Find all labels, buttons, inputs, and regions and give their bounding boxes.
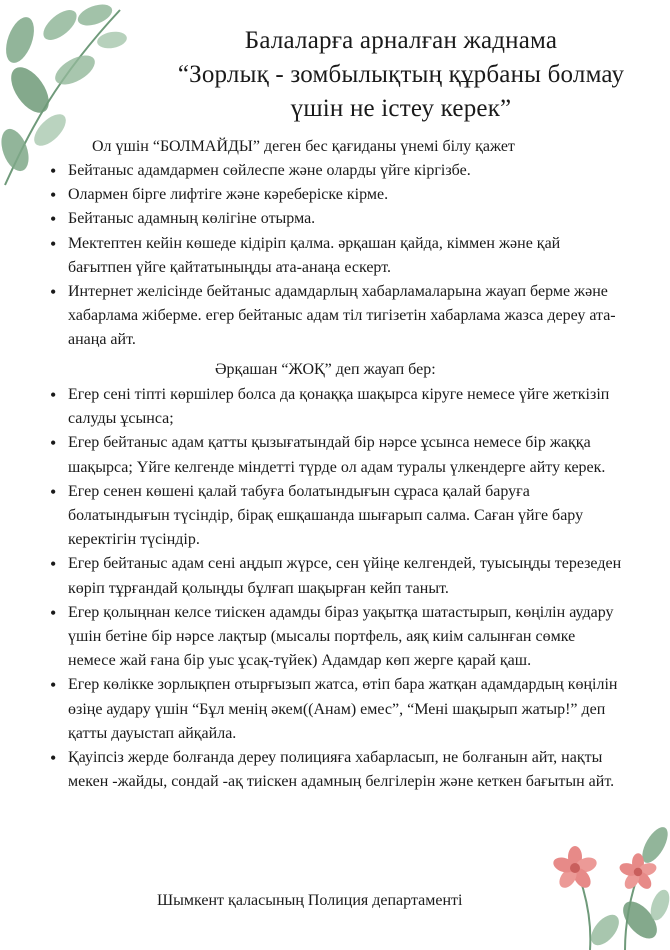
rules-list xyxy=(50,159,625,353)
situation-item: • Егер бейтаныс адам сені аңдып жүрсе, сен үйіңе келгендей, туысыңды терезеден көріп тұрғандай қолыңды бұлғап шақырған кейп таныт. xyxy=(50,552,625,600)
situation-item: • Егер сенен көшені қалай табуға болатындығын сұраса қалай баруға болатындығын түсіндір, бірақ ешқашанда шығарып салма. Саған үйге бару керектігін түсіндір. xyxy=(50,480,625,553)
rule-item: • Олармен бірге лифтіге және кәреберіске кірме. xyxy=(50,183,625,207)
situations-list xyxy=(50,383,625,794)
title-line-3: үшін не істеу керек” xyxy=(290,95,512,122)
intro-text: Ол үшін “БОЛМАЙДЫ” деген бес қағиданы үнемі білу қажет xyxy=(92,138,515,155)
rule-item: • Бейтаныс адамдармен сөйлеспе және оларды үйге кіргізбе. xyxy=(50,159,625,183)
situation-item: • Қауіпсіз жерде болғанда дереу полицияға хабарласып, не болғанын айт, нақты мекен -жайды, сондай -ақ тиіскен адамның белгілерін және кеткен бағытын айт. xyxy=(50,746,625,794)
rule-item: • Бейтаныс адамның көлігіне отырма. xyxy=(50,207,625,231)
memo-title xyxy=(150,24,652,126)
rule-item: • Интернет желісінде бейтаныс адамдарлың хабарламаларына жауап берме және хабарлама жіберме. егер бейтаныс адам тіл тигізетін хабарлама жазса дереу ата-анаңа айт. xyxy=(50,280,625,353)
situation-item: • Егер бейтаныс адам қатты қызығатындай бір нәрсе ұсынса немесе бір жаққа шақырса; Үйге келгенде міндетті түрде ол адам туралы үлкендерге айту керек. xyxy=(50,431,625,479)
flower-decoration xyxy=(530,810,670,950)
title-line-1: Балаларға арналған жаднама xyxy=(244,27,558,54)
situation-item: • Егер қолыңнан келсе тиіскен адамды біраз уақытқа шатастырып, көңілін аудару үшін бетіне бір нәрсе лақтыр (мысалы портфель, аяқ киім салынған сөмке немесе жай ғана бір уыс ұсақ-түйек) Адамдар көп жерге қарай қаш. xyxy=(50,601,625,674)
situation-item: • Егер сені тіпті көршілер болса да қонаққа шақырса кіруге немесе үйге жеткізіп салуды ұсынса; xyxy=(50,383,625,431)
title-line-2: “Зорлық - зомбылықтың құрбаны болмау xyxy=(177,61,625,88)
say-no-heading: Әрқашан “ЖОҚ” деп жауап бер: xyxy=(215,361,436,378)
rule-item: • Мектептен кейін көшеде кідіріп қалма. әрқашан қайда, кіммен және қай бағытпен үйге қайтатыныңды ата-анаңа ескерт. xyxy=(50,232,625,280)
situation-item: • Егер көлікке зорлықпен отырғызып жатса, өтіп бара жатқан адамдардың көңілін өзіңе аудару үшін “Бұл менің әкем((Анам) емес”, “Мені шақырып жатыр!” деп қатты дауыстап айқайла. xyxy=(50,673,625,746)
footer-signature: Шымкент қаласының Полиция департаменті xyxy=(157,892,463,909)
